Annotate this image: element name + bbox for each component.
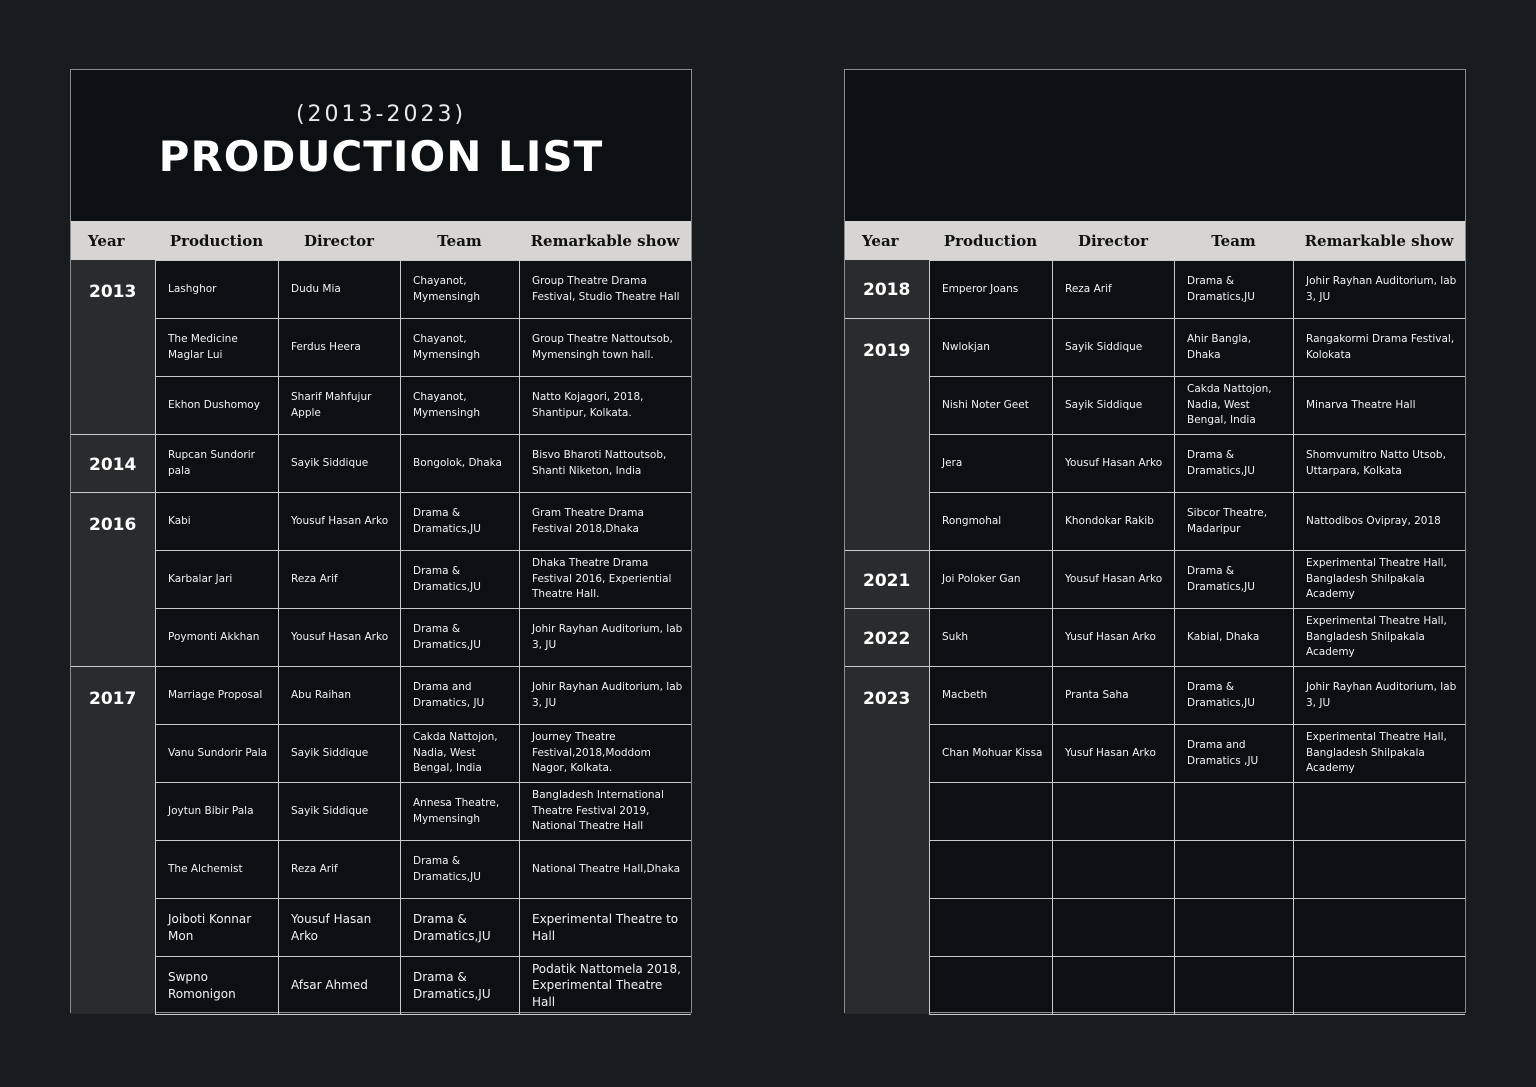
cell-remarkable-show (1293, 608, 1465, 666)
cell-director (1052, 956, 1174, 1014)
page-title: PRODUCTION LIST (158, 132, 604, 181)
cell-director (278, 956, 400, 1014)
cell-text: Kabi (168, 514, 191, 527)
cell-text: Sayik Siddique (291, 746, 369, 759)
cell-remarkable-show (1293, 492, 1465, 550)
cell-team (400, 840, 519, 898)
cell-text: Johir Rayhan Auditorium, lab 3, JU (532, 623, 683, 651)
cell-remarkable-show (1293, 840, 1465, 898)
table-row (929, 492, 1465, 550)
cell-team (400, 724, 519, 782)
cell-production (155, 898, 278, 956)
year-group (71, 492, 155, 666)
cell-team (1174, 376, 1293, 434)
cell-director (1052, 840, 1174, 898)
page-header-blank (845, 70, 1465, 221)
cell-director (278, 318, 400, 376)
column-header-year: Year (88, 232, 125, 250)
table-row (929, 724, 1465, 782)
year-range: (2013-2023) (295, 102, 467, 127)
cell-production (155, 782, 278, 840)
table-header (845, 221, 1465, 260)
cell-text: Joi Poloker Gan (942, 572, 1021, 585)
year-label: 2013 (89, 282, 137, 302)
cell-team (1174, 724, 1293, 782)
cell-production (155, 840, 278, 898)
column-header-year: Year (862, 232, 899, 250)
cell-text: Drama & Dramatics,JU (413, 912, 491, 943)
cell-production (155, 376, 278, 434)
cell-text: Drama & Dramatics,JU (1187, 565, 1255, 593)
cell-production (929, 782, 1052, 840)
column-header-production: Production (943, 232, 1038, 250)
cell-production (929, 376, 1052, 434)
cell-text: Ahir Bangla, Dhaka (1187, 333, 1252, 361)
cell-text: Drama and Dramatics ,JU (1187, 739, 1259, 767)
cell-remarkable-show (1293, 782, 1465, 840)
cell-text: Drama & Dramatics,JU (413, 970, 491, 1001)
cell-text: Reza Arif (291, 572, 338, 585)
cell-team (1174, 550, 1293, 608)
cell-text: Sayik Siddique (291, 456, 369, 469)
cell-production (929, 724, 1052, 782)
year-group (845, 318, 929, 550)
cell-director (1052, 724, 1174, 782)
cell-remarkable-show (1293, 898, 1465, 956)
cell-text: Cakda Nattojon, Nadia, West Bengal, India (1187, 383, 1272, 427)
cell-text: Yousuf Hasan Arko (1065, 572, 1163, 585)
table-row (155, 376, 691, 434)
cell-text: Lashghor (168, 282, 217, 295)
cell-text: Swpno Romonigon (168, 970, 236, 1001)
cell-production (929, 898, 1052, 956)
column-header-team: Team (437, 232, 482, 250)
cell-text: Rongmohal (942, 514, 1002, 527)
cell-director (1052, 260, 1174, 318)
cell-team (1174, 608, 1293, 666)
cell-text: Drama & Dramatics,JU (413, 855, 481, 883)
cell-text: Ekhon Dushomoy (168, 398, 260, 411)
column-header-team: Team (1211, 232, 1256, 250)
table-row (155, 840, 691, 898)
year-label: 2016 (89, 515, 137, 535)
cell-text: Shomvumitro Natto Utsob, Uttarpara, Kolkata (1306, 449, 1446, 477)
cell-remarkable-show (519, 550, 691, 608)
cell-team (1174, 956, 1293, 1014)
year-label: 2019 (863, 341, 911, 361)
cell-text: Sayik Siddique (291, 804, 369, 817)
cell-text: Yousuf Hasan Arko (291, 514, 389, 527)
cell-production (155, 724, 278, 782)
cell-team (1174, 782, 1293, 840)
table-row (929, 898, 1465, 956)
cell-remarkable-show (1293, 318, 1465, 376)
cell-production (929, 608, 1052, 666)
cell-text: Nattodibos Ovipray, 2018 (1306, 514, 1441, 527)
table-row (155, 318, 691, 376)
cell-text: Poymonti Akkhan (168, 630, 260, 643)
cell-remarkable-show (1293, 724, 1465, 782)
cell-remarkable-show (1293, 956, 1465, 1014)
cell-team (1174, 666, 1293, 724)
cell-text: Drama & Dramatics,JU (413, 565, 481, 593)
cell-production (155, 260, 278, 318)
table-bottom-border (929, 1014, 1465, 1015)
cell-text: Drama and Dramatics, JU (413, 681, 485, 709)
cell-remarkable-show (1293, 376, 1465, 434)
cell-director (1052, 376, 1174, 434)
cell-text: Sibcor Theatre, Madaripur (1187, 507, 1268, 535)
cell-director (1052, 782, 1174, 840)
cell-director (1052, 666, 1174, 724)
cell-text: Experimental Theatre Hall, Bangladesh Shilpakala Academy (1306, 557, 1447, 601)
table-row (929, 376, 1465, 434)
cell-remarkable-show (519, 782, 691, 840)
cell-remarkable-show (519, 318, 691, 376)
cell-text: Pranta Saha (1065, 688, 1129, 701)
cell-remarkable-show (519, 434, 691, 492)
cell-team (1174, 260, 1293, 318)
cell-text: Bongolok, Dhaka (413, 456, 502, 469)
cell-remarkable-show (519, 260, 691, 318)
cell-team (400, 260, 519, 318)
year-group (71, 260, 155, 434)
table-row (929, 434, 1465, 492)
cell-production (155, 492, 278, 550)
cell-text: Macbeth (942, 688, 988, 701)
cell-text: Abu Raihan (291, 688, 352, 701)
cell-director (1052, 550, 1174, 608)
cell-text: Johir Rayhan Auditorium, lab 3, JU (532, 681, 683, 709)
cell-text: Bangladesh International Theatre Festival 2019, National Theatre Hall (532, 789, 664, 833)
cell-text: The Alchemist (168, 862, 243, 875)
cell-text: Yousuf Hasan Arko (1065, 456, 1163, 469)
cell-text: Khondokar Rakib (1065, 514, 1154, 527)
table-row (155, 724, 691, 782)
table-row (155, 550, 691, 608)
table-row (929, 318, 1465, 376)
table-row (929, 956, 1465, 1014)
cell-text: Group Theatre Drama Festival, Studio Theatre Hall (532, 275, 680, 303)
cell-team (400, 666, 519, 724)
cell-remarkable-show (1293, 666, 1465, 724)
cell-text: Drama & Dramatics,JU (413, 507, 481, 535)
year-group (71, 666, 155, 1014)
cell-remarkable-show (1293, 260, 1465, 318)
table-row (155, 434, 691, 492)
cell-text: Annesa Theatre, Mymensingh (413, 797, 500, 825)
cell-text: Drama & Dramatics,JU (413, 623, 481, 651)
table-row (155, 260, 691, 318)
cell-director (278, 550, 400, 608)
cell-team (400, 550, 519, 608)
cell-text: Johir Rayhan Auditorium, lab 3, JU (1306, 275, 1457, 303)
table-row (929, 782, 1465, 840)
cell-director (278, 492, 400, 550)
year-label: 2018 (863, 280, 911, 300)
cell-team (400, 956, 519, 1014)
table-row (155, 492, 691, 550)
cell-team (400, 492, 519, 550)
cell-production (155, 956, 278, 1014)
column-header-director: Director (1077, 232, 1149, 250)
cell-production (155, 550, 278, 608)
year-label: 2017 (89, 689, 137, 709)
table-bottom-border (155, 1014, 691, 1015)
cell-production (155, 318, 278, 376)
cell-text: Journey Theatre Festival,2018,Moddom Nagor, Kolkata. (532, 731, 651, 775)
table-row (155, 666, 691, 724)
cell-text: Experimental Theatre to Hall (532, 912, 679, 943)
cell-director (278, 376, 400, 434)
year-label: 2021 (863, 571, 911, 591)
cell-remarkable-show (519, 898, 691, 956)
cell-text: Rangakormi Drama Festival, Kolokata (1306, 333, 1455, 361)
year-group (71, 434, 155, 492)
cell-production (929, 666, 1052, 724)
cell-text: Afsar Ahmed (291, 978, 368, 993)
cell-text: Group Theatre Nattoutsob, Mymensingh town hall. (532, 333, 673, 361)
cell-text: Marriage Proposal (168, 688, 263, 701)
cell-text: The Medicine Maglar Lui (168, 333, 238, 361)
cell-team (400, 608, 519, 666)
column-header-production: Production (169, 232, 264, 250)
year-group (845, 608, 929, 666)
cell-production (155, 666, 278, 724)
cell-text: Sukh (942, 630, 969, 643)
cell-text: National Theatre Hall,Dhaka (532, 862, 681, 875)
column-header-remarkable-show: Remarkable show (1304, 232, 1454, 250)
table-row (929, 260, 1465, 318)
cell-team (400, 318, 519, 376)
cell-text: Jera (942, 456, 963, 469)
table-row (155, 898, 691, 956)
cell-text: Sayik Siddique (1065, 398, 1143, 411)
cell-remarkable-show (519, 724, 691, 782)
cell-text: Natto Kojagori, 2018, Shantipur, Kolkata. (532, 391, 644, 419)
cell-director (278, 666, 400, 724)
cell-director (278, 608, 400, 666)
cell-text: Dhaka Theatre Drama Festival 2016, Experiential Theatre Hall. (532, 557, 672, 601)
year-label: 2022 (863, 629, 911, 649)
cell-remarkable-show (1293, 550, 1465, 608)
cell-text: Experimental Theatre Hall, Bangladesh Shilpakala Academy (1306, 615, 1447, 659)
cell-text: Chayanot, Mymensingh (413, 391, 480, 419)
year-group (845, 666, 929, 1014)
cell-text: Nishi Noter Geet (942, 398, 1029, 411)
cell-text: Bisvo Bharoti Nattoutsob, Shanti Niketon, India (532, 449, 667, 477)
cell-production (929, 260, 1052, 318)
production-list-page-left (70, 69, 692, 1013)
cell-production (155, 608, 278, 666)
cell-director (1052, 318, 1174, 376)
cell-text: Yusuf Hasan Arko (1065, 746, 1156, 759)
cell-text: Kabial, Dhaka (1187, 630, 1260, 643)
cell-director (1052, 492, 1174, 550)
cell-text: Emperor Joans (942, 282, 1019, 295)
cell-text: Cakda Nattojon, Nadia, West Bengal, India (413, 731, 498, 775)
cell-director (278, 260, 400, 318)
table-row (155, 782, 691, 840)
column-header-remarkable-show: Remarkable show (530, 232, 680, 250)
cell-production (929, 550, 1052, 608)
cell-director (278, 840, 400, 898)
cell-text: Minarva Theatre Hall (1306, 398, 1416, 411)
table-row (929, 550, 1465, 608)
cell-text: Dudu Mia (291, 282, 341, 295)
column-header-director: Director (303, 232, 375, 250)
cell-text: Johir Rayhan Auditorium, lab 3, JU (1306, 681, 1457, 709)
cell-text: Yousuf Hasan Arko (291, 630, 389, 643)
cell-remarkable-show (519, 840, 691, 898)
table-header (71, 221, 691, 260)
cell-remarkable-show (519, 666, 691, 724)
cell-director (1052, 434, 1174, 492)
cell-text: Vanu Sundorir Pala (168, 746, 268, 759)
cell-text: Joytun Bibir Pala (168, 804, 254, 817)
cell-director (1052, 898, 1174, 956)
cell-text: Drama & Dramatics,JU (1187, 681, 1255, 709)
cell-team (1174, 840, 1293, 898)
cell-text: Ferdus Heera (291, 340, 361, 353)
cell-text: Nwlokjan (942, 340, 990, 353)
cell-text: Rupcan Sundorir pala (168, 449, 255, 477)
cell-text: Chan Mohuar Kissa (942, 746, 1043, 759)
cell-team (1174, 898, 1293, 956)
cell-remarkable-show (519, 956, 691, 1014)
cell-text: Reza Arif (1065, 282, 1112, 295)
cell-production (929, 434, 1052, 492)
cell-production (929, 318, 1052, 376)
year-label: 2014 (89, 455, 137, 475)
cell-text: Sayik Siddique (1065, 340, 1143, 353)
cell-remarkable-show (1293, 434, 1465, 492)
cell-director (1052, 608, 1174, 666)
cell-text: Yusuf Hasan Arko (1065, 630, 1156, 643)
cell-remarkable-show (519, 376, 691, 434)
cell-team (400, 434, 519, 492)
table-row (155, 608, 691, 666)
cell-director (278, 434, 400, 492)
cell-director (278, 782, 400, 840)
cell-text: Chayanot, Mymensingh (413, 333, 480, 361)
cell-production (929, 956, 1052, 1014)
cell-text: Drama & Dramatics,JU (1187, 449, 1255, 477)
cell-team (400, 376, 519, 434)
page-header (71, 70, 691, 221)
cell-text: Experimental Theatre Hall, Bangladesh Shilpakala Academy (1306, 731, 1447, 775)
cell-team (1174, 434, 1293, 492)
cell-team (1174, 318, 1293, 376)
year-group (845, 550, 929, 608)
year-label: 2023 (863, 689, 911, 709)
cell-team (400, 898, 519, 956)
cell-text: Yousuf Hasan Arko (291, 912, 372, 943)
table-row (929, 666, 1465, 724)
table-row (929, 840, 1465, 898)
year-group (845, 260, 929, 318)
cell-team (1174, 492, 1293, 550)
table-row (929, 608, 1465, 666)
table-row (155, 956, 691, 1014)
cell-text: Karbalar Jari (168, 572, 233, 585)
cell-director (278, 724, 400, 782)
cell-text: Chayanot, Mymensingh (413, 275, 480, 303)
cell-text: Sharif Mahfujur Apple (291, 391, 372, 419)
cell-team (400, 782, 519, 840)
cell-production (155, 434, 278, 492)
cell-remarkable-show (519, 492, 691, 550)
cell-production (929, 492, 1052, 550)
cell-text: Podatik Nattomela 2018, Experimental Theatre Hall (532, 961, 681, 1009)
cell-text: Reza Arif (291, 862, 338, 875)
cell-text: Joiboti Konnar Mon (168, 912, 252, 943)
cell-production (929, 840, 1052, 898)
cell-remarkable-show (519, 608, 691, 666)
production-list-page-right (844, 69, 1466, 1013)
cell-text: Gram Theatre Drama Festival 2018,Dhaka (532, 507, 644, 535)
cell-director (278, 898, 400, 956)
cell-text: Drama & Dramatics,JU (1187, 275, 1255, 303)
